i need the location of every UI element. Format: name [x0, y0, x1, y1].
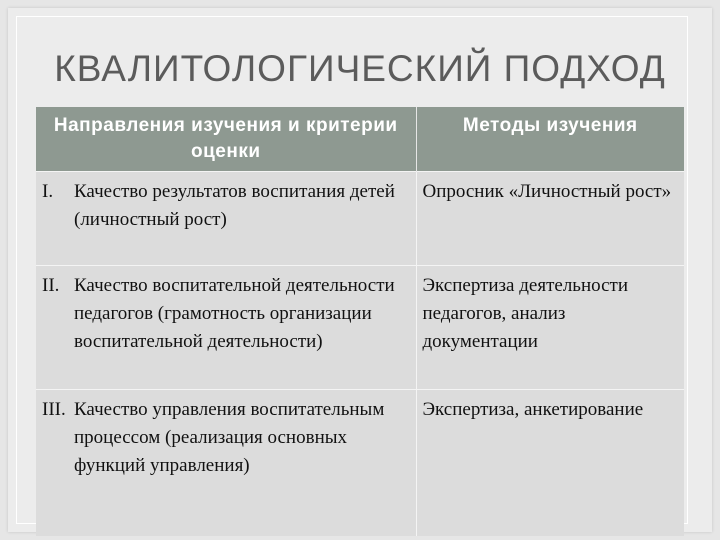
table-row [36, 266, 684, 390]
table-row [36, 172, 684, 266]
header-methods: Методы изучения [416, 107, 684, 172]
criterion-text: Качество управления воспитательным процессом (реализация основных функций управления) [74, 399, 385, 476]
slide-title: КВАЛИТОЛОГИЧЕСКИЙ ПОДХОД [54, 48, 666, 89]
row-number: I. [42, 181, 54, 202]
table-header-row [36, 107, 684, 172]
criterion-text: Качество результатов воспитания детей (личностный рост) [74, 181, 395, 230]
criterion-text: Качество воспитательной деятельности педагогов (грамотность организации воспитательной деятельности) [74, 275, 395, 352]
criterion-cell [36, 390, 416, 536]
row-number: III. [42, 399, 66, 420]
table-row [36, 390, 684, 536]
header-criteria: Направления изучения и критерии оценки [36, 107, 416, 172]
criteria-table [36, 107, 684, 536]
row-number: II. [42, 275, 60, 296]
criterion-cell [36, 266, 416, 390]
method-cell: Экспертиза деятельности педагогов, анализ документации [416, 266, 684, 390]
method-cell: Опросник «Личностный рост» [416, 172, 684, 266]
criterion-cell [36, 172, 416, 266]
method-cell: Экспертиза, анкетирование [416, 390, 684, 536]
